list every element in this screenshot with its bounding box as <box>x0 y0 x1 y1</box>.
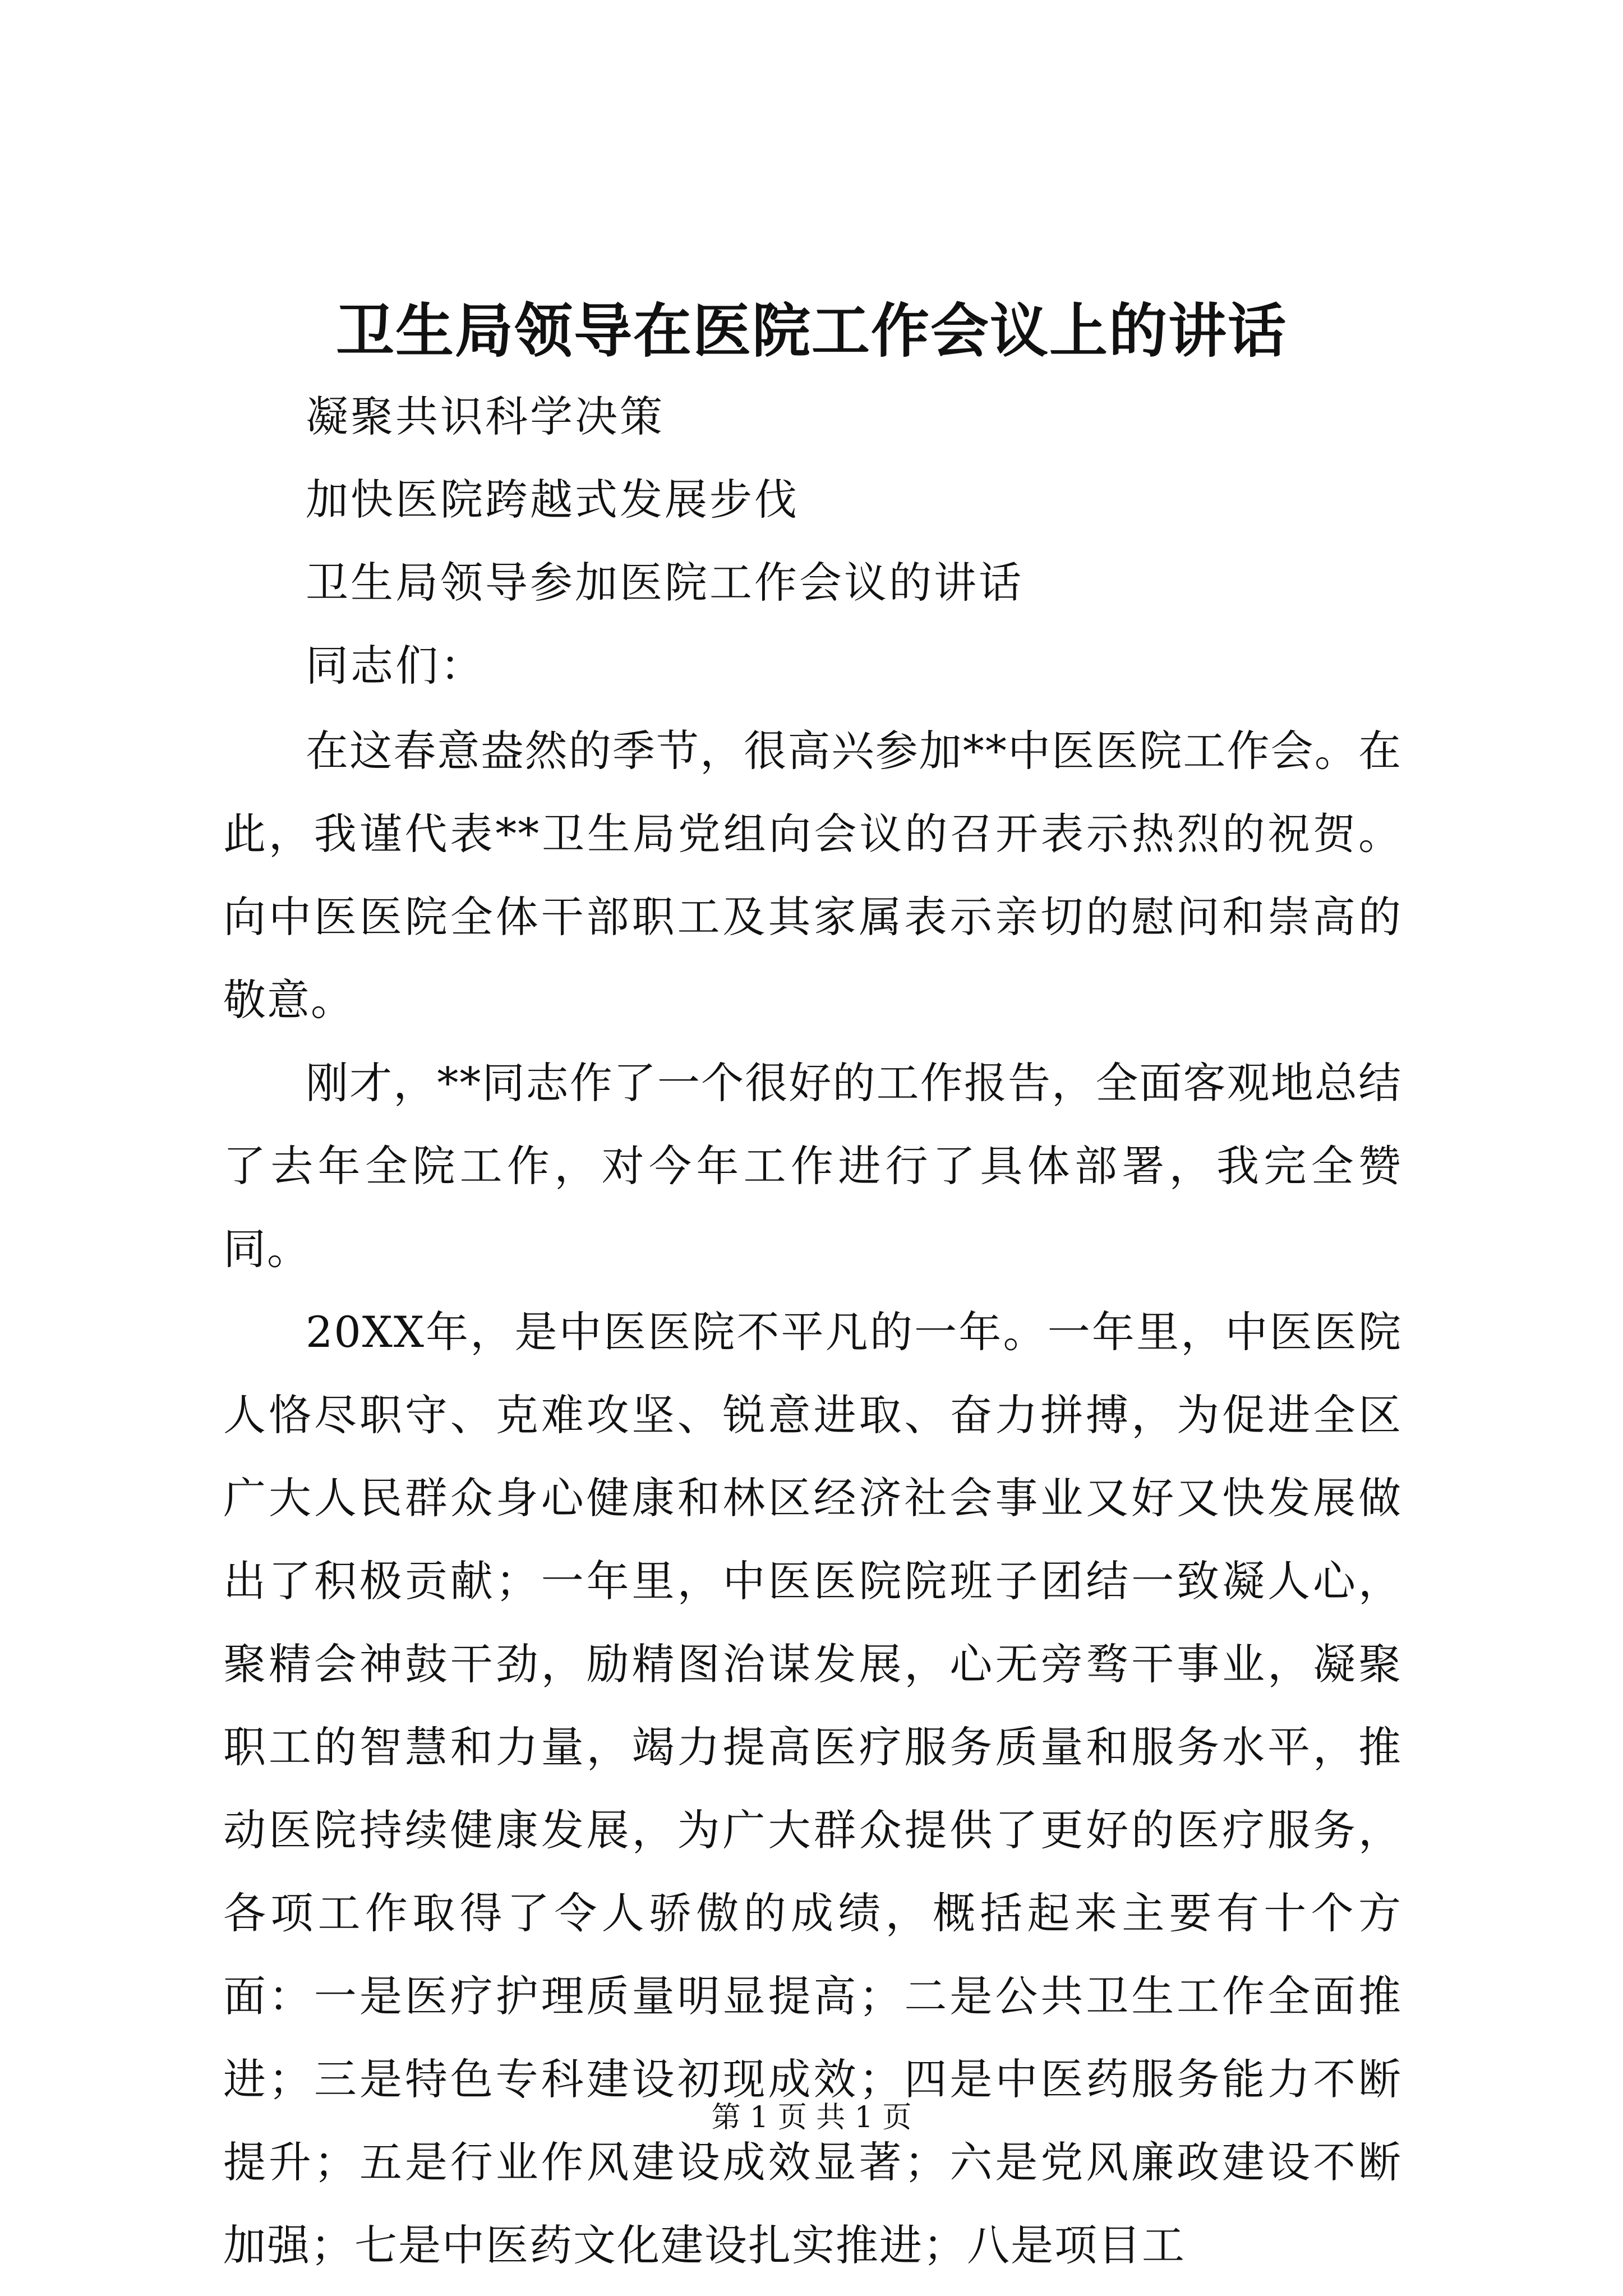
paragraph-1: 在这春意盎然的季节，很高兴参加**中医医院工作会。在此，我谨代表**卫生局党组向会议的召开表示热烈的祝贺。向中医医院全体干部职工及其家属表示亲切的慰问和崇高的敬意。 <box>223 726 1402 1025</box>
paragraph-3: 20XX年，是中医医院不平凡的一年。一年里，中医医院人恪尽职守、克难攻坚、锐意进取、奋力拼搏，为促进全区广大人民群众身心健康和林区经济社会事业又好又快发展做出了积极贡献；一年里，中医医院院班子团结一致凝人心，聚精会神鼓干劲，励精图治谋发展，心无旁骛干事业，凝聚职工的智慧和力量，竭力提高医疗服务质量和服务水平，推动医院持续健康发展，为广大群众提供了更好的医疗服务，各项工作取得了令人骄傲的成绩，概括起来主要有十个方面：一是医疗护理质量明显提高；二是公共卫生工作全面推进；三是特色专科建设初现成效；四是中医药服务能力不断提升；五是行业作风建设成效显著；六是党风廉政建设不断加强；七是中医药文化建设扎实推进；八是项目工 <box>223 1307 1402 2270</box>
salutation: 同志们： <box>306 641 485 691</box>
subtitle-line-2: 加快医院跨越式发展步伐 <box>306 475 799 524</box>
subtitle-line-1: 凝聚共识科学决策 <box>306 392 665 441</box>
body-text <box>223 710 1402 2287</box>
page-footer: 第 1 页 共 1 页 <box>711 2101 912 2134</box>
paragraph-2: 刚才，**同志作了一个很好的工作报告，全面客观地总结了去年全院工作，对今年工作进行了具体部署，我完全赞同。 <box>223 1058 1402 1274</box>
subtitle-line-3: 卫生局领导参加医院工作会议的讲话 <box>306 558 1023 608</box>
document-title: 卫生局领导在医院工作会议上的讲话 <box>335 296 1287 365</box>
